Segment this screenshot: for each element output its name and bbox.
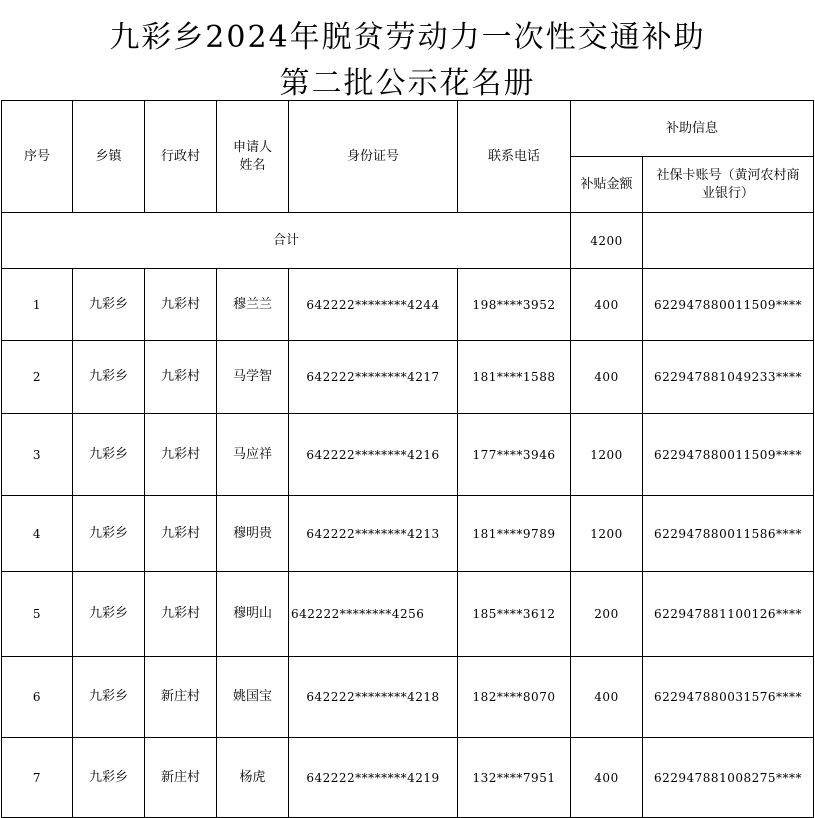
row-account: 622947881008275**** [643,738,814,818]
row-account: 622947880031576**** [643,657,814,738]
row-amount: 400 [571,657,643,738]
row-village: 新庄村 [145,657,217,738]
row-phone: 185****3612 [458,572,571,657]
row-amount: 400 [571,341,643,414]
row-phone: 132****7951 [458,738,571,818]
row-phone: 177****3946 [458,414,571,496]
document-title-line1: 九彩乡2024年脱贫劳动力一次性交通补助 [109,20,706,55]
row-name: 穆明山 [217,572,289,657]
row-amount: 400 [571,738,643,818]
row-town: 九彩乡 [73,269,145,341]
total-amount: 4200 [571,213,643,269]
row-id: 642222********4217 [289,341,458,414]
row-name: 穆明贵 [217,496,289,572]
row-id: 642222********4244 [289,269,458,341]
row-seq: 1 [2,269,73,341]
row-town: 九彩乡 [73,572,145,657]
row-village: 九彩村 [145,269,217,341]
row-id: 642222********4256 [289,572,458,657]
row-town: 九彩乡 [73,414,145,496]
row-phone: 181****9789 [458,496,571,572]
row-seq: 2 [2,341,73,414]
row-id: 642222********4218 [289,657,458,738]
header-id: 身份证号 [289,101,458,213]
row-town: 九彩乡 [73,341,145,414]
row-account: 622947880011586**** [643,496,814,572]
total-label: 合计 [2,213,571,269]
row-account: 622947880011509**** [643,414,814,496]
row-village: 九彩村 [145,414,217,496]
row-seq: 3 [2,414,73,496]
row-town: 九彩乡 [73,496,145,572]
row-name: 穆兰兰 [217,269,289,341]
header-village: 行政村 [145,101,217,213]
table-row [2,572,814,657]
row-name: 马应祥 [217,414,289,496]
row-seq: 7 [2,738,73,818]
row-town: 九彩乡 [73,738,145,818]
table-row [2,657,814,738]
row-village: 九彩村 [145,496,217,572]
header-phone: 联系电话 [458,101,571,213]
table-row [2,269,814,341]
row-amount: 400 [571,269,643,341]
table-row [2,414,814,496]
row-id: 642222********4216 [289,414,458,496]
row-amount: 1200 [571,414,643,496]
row-seq: 6 [2,657,73,738]
row-account: 622947881100126**** [643,572,814,657]
total-row [2,213,814,269]
row-amount: 1200 [571,496,643,572]
row-id: 642222********4219 [289,738,458,818]
header-amount: 补贴金额 [571,157,643,213]
row-seq: 5 [2,572,73,657]
table-row [2,496,814,572]
header-town: 乡镇 [73,101,145,213]
row-phone: 181****1588 [458,341,571,414]
row-village: 九彩村 [145,341,217,414]
row-phone: 182****8070 [458,657,571,738]
header-subsidy-info: 补助信息 [571,101,814,157]
row-town: 九彩乡 [73,657,145,738]
row-name: 杨虎 [217,738,289,818]
row-phone: 198****3952 [458,269,571,341]
row-amount: 200 [571,572,643,657]
header-seq: 序号 [2,101,73,213]
row-village: 九彩村 [145,572,217,657]
document-title-line2: 第二批公示花名册 [279,66,536,101]
row-account: 622947880011509**** [643,269,814,341]
row-seq: 4 [2,496,73,572]
row-village: 新庄村 [145,738,217,818]
table-row [2,341,814,414]
row-name: 姚国宝 [217,657,289,738]
roster-table [1,100,814,818]
header-name: 申请人姓名 [217,101,289,213]
header-account: 社保卡账号（黄河农村商业银行） [643,157,814,213]
row-account: 622947881049233**** [643,341,814,414]
table-row [2,738,814,818]
row-id: 642222********4213 [289,496,458,572]
total-account-empty [643,213,814,269]
row-name: 马学智 [217,341,289,414]
